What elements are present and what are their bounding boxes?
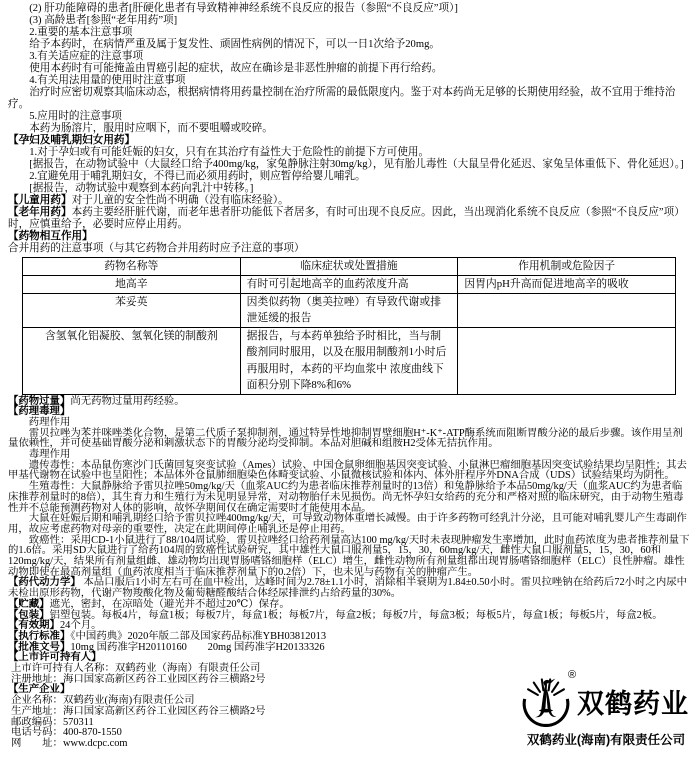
section-label: 【上市许可持有人】 (8, 652, 102, 664)
section-paragraph (8, 407, 690, 418)
logo-row (520, 669, 692, 727)
section-label: 【儿童用药】 (8, 195, 72, 206)
table-cell: 因胃内pH升高而促进地高辛的吸收 (458, 276, 676, 294)
paragraph: (3) 高龄患者[参照“老年用药”项] (29, 15, 178, 26)
section-label: 【执行标准】 (8, 630, 71, 642)
section-label: 【孕妇及哺乳期妇女用药】 (8, 135, 136, 146)
section-paragraph: 【贮藏】遮光，密封，在凉暗处（避光并不超过20℃）保存。 (8, 598, 290, 610)
paragraph: 大鼠在妊娠后期和哺乳期经口给予雷贝拉唑400mg/kg/天，可导致动物体重增长减慢。由于许多药物可经乳汁分泌，且可能对哺乳婴儿产生毒副作用，故应考虑药物对母亲的重要性，决定在此期间停止哺乳还是停止用药。 (8, 513, 687, 535)
paragraph: 雷贝拉唑为苯并咪唑类化合物，是第二代质子泵抑制剂，通过特异性地抑制胃壁细胞H⁺-K⁺-ATP酶系统而阻断胃酸分泌的最后步骤。该作用呈剂量依赖性，并可使基础胃酸分泌和刺激状态下的胃酸分泌均受抑制。本品对胆碱和组胺H2受体无拮抗作用。 (8, 427, 683, 450)
company-logo (520, 669, 692, 748)
section-label: 【药物过量】 (8, 395, 71, 407)
paragraph: 2.重要的基本注意事项 (29, 27, 133, 38)
paragraph: 药理作用 (28, 416, 71, 428)
section-paragraph: 【包装】铝塑包装。每板4片，每盒1板；每板7片，每盒1板；每板7片，每盒2板；每板7片，每盒3板；每板5片，每盒1板；每板5片，每盒2板。 (8, 609, 663, 621)
section-label: 【药理毒理】 (8, 406, 71, 418)
paragraph: 毒理作用 (28, 449, 71, 461)
section-label: 【贮藏】 (8, 598, 50, 610)
section-paragraph: 【儿童用药】对于儿童的安全性尚不明确（没有临床经验）。 (8, 195, 289, 206)
section-label: 【药代动力学】 (8, 577, 81, 589)
paragraph: 2.宜避免用于哺乳期妇女，不得已而必须用药时，则应暂停给婴儿哺乳。 (29, 171, 366, 182)
table-header-cell: 作用机制或危险因子 (458, 258, 676, 276)
table-cell (458, 327, 676, 394)
table-cell: 因类似药物（奥美拉唑）有导致代谢或排泄延缓的报告 (240, 293, 458, 327)
paragraph: 给予本药时，在病情严重及属于复发性、顽固性病例的情况下，可以一日1次给予20mg。 (29, 39, 440, 50)
section-paragraph (8, 135, 690, 147)
table-header-row (23, 258, 676, 276)
paragraph: 生产地址：海口国家高新区药谷工业园区药谷三横路2号 (11, 705, 266, 717)
section-paragraph: 【批准文号】10mg 国药准字H20110160 20mg 国药准字H20133326 (8, 641, 325, 653)
table-row (23, 327, 676, 394)
section-paragraph: 【执行标准】《中国药典》2020年版二部及国家药品标准YBH03812013 (8, 630, 327, 642)
double-crane-emblem-icon (520, 675, 572, 727)
paragraph: 注册地址：海口国家高新区药谷工业园区药谷三横路2号 (11, 673, 266, 685)
table-row (23, 293, 676, 327)
section-label: 【老年用药】 (8, 207, 72, 218)
section-label: 【有效期】 (8, 620, 60, 632)
section-label: 【药物相互作用】 (8, 231, 93, 242)
paragraph: 电话号码：400-870-1550 (11, 727, 122, 739)
paragraph: 企业名称：双鹤药业(海南)有限责任公司 (11, 695, 195, 707)
section-paragraph: 【有效期】24个月。 (8, 620, 102, 632)
table-cell: 有时可引起地高辛的血药浓度升高 (240, 276, 458, 294)
section-label: 【生产企业】 (8, 684, 71, 696)
section-label: 【批准文号】 (8, 641, 71, 653)
table-header-cell: 药物名称等 (23, 258, 241, 276)
paragraph: 本药为肠溶片，服用时应咽下，而不要咀嚼或咬碎。 (29, 123, 273, 134)
paragraph: 邮政编码：570311 (11, 716, 94, 728)
logo-brand-text: 双鹤药业 (577, 688, 689, 719)
paragraph: [据报告，动物试验中观察到本药向乳汁中转移。] (29, 183, 254, 194)
paragraph: 4.有关用法用量的使用时注意事项 (29, 75, 186, 86)
table-header-cell: 临床症状或处置措施 (240, 258, 458, 276)
section-paragraph: 【药物过量】尚无药物过量用药经验。 (8, 395, 185, 407)
table-cell (458, 293, 676, 327)
paragraph: 合并用药的注意事项（与其它药物合并用药时应予注意的事项） (8, 243, 305, 254)
paragraph: 网 址：www.dcpc.com (11, 738, 128, 749)
paragraph: 使用本药时有可能掩盖由胃癌引起的症状，故应在确诊是非恶性肿瘤的前提下再行给药。 (29, 63, 443, 74)
paragraph: [据报告，在动物试验中（大鼠经口给予400mg/kg，家兔静脉注射30mg/kg），见有胎儿毒性（大鼠呈骨化延迟、家兔呈体重低下、骨化延迟）。] (29, 159, 684, 170)
drug-interaction-table (22, 257, 676, 395)
table-cell: 苯妥英 (23, 293, 241, 327)
logo-company-name: 双鹤药业(海南)有限责任公司 (526, 733, 686, 747)
table-cell: 地高辛 (23, 276, 241, 294)
paragraph: 生殖毒性：大鼠静脉给予雷贝拉唑50mg/kg/天（血浆AUC约为患者临床推荐剂量时的13倍）和兔静脉给予本品50mg/kg/天（血浆AUC约为患者临床推荐剂量时的8倍），其生育力和生殖行为未见明显异常，对动物胎仔未见损伤。尚无怀孕妇女给药的充分和严格对照的临床研究，由于动物生殖毒性并不总能预测药物对人体的影响，故怀孕期间仅在确定需要时才能使用本品。 (8, 481, 684, 514)
paragraph: 上市许可持有人名称：双鹤药业（海南）有限责任公司 (11, 663, 261, 675)
section-label: 【包装】 (8, 609, 50, 621)
paragraph: 5.应用时的注意事项 (29, 111, 122, 122)
paragraph: 治疗时应密切观察其临床动态，根据病情将用药量控制在治疗所需的最低限度内。鉴于对本药尚无足够的长期使用经验，故不宜用于维持治疗。 (8, 87, 676, 110)
table-row (23, 276, 676, 294)
section-paragraph: 【药代动力学】 本品口服后1小时左右可在血中检出，达峰时间为2.78±1.1小时，消除相半衰期为1.84±0.50小时。雷贝拉唑钠在给药后72小时之内尿中未检出原形药物，代谢产物羧酸化物及葡萄糖醛酸结合体经尿排泄约占给药量的30%。 (8, 577, 687, 600)
registered-trademark-icon: ® (568, 669, 577, 681)
paragraph: 1.对于孕妇或有可能妊娠的妇女，只有在其治疗有益性大于危险性的前提下方可使用。 (29, 147, 430, 158)
paragraph: 3.有关适应症的注意事项 (29, 51, 144, 62)
section-paragraph: 【老年用药】本药主要经肝脏代谢，而老年患者肝功能低下者居多，有时可出现不良反应。因此，当出现消化系统不良反应（参照“不良反应”项）时，应慎重给予，必要时应停止用药。 (8, 207, 685, 230)
table-cell: 据报告，与本药单独给予时相比，当与制酸剂同时服用，以及在服用制酸剂1小时后再服用时，本药的平均血浆中 浓度曲线下面积分别下降8%和6% (240, 327, 458, 394)
section-paragraph (8, 231, 690, 243)
table-cell: 含氢氧化铝凝胶、氢氧化镁的制酸剂 (23, 327, 241, 394)
paragraph: 致癌性：采用CD-1小鼠进行了88/104周试验，雷贝拉唑经口给药剂量高达100 mg/kg/天时未表现肿瘤发生率增加，此时血药浓度为患者推荐剂量下的1.6倍。采用SD大鼠进行了给药104周的致癌性试验研究，其中雄性大鼠口服剂量5，15，30，60mg/kg/天，雌性大鼠口服剂量5，15，30，60和120mg/kg/天，结果所有剂量组雌、雄动物均出现胃肠嗜铬细胞样（ELC）增生，雌性动物所有剂量组都出现胃肠嗜铬细胞样（ELC）良性肿瘤。雄性动物即使在最高剂量组（血药浓度相当于临床推荐剂量下的0.2倍）下，也未见与药物有关的肿瘤产生。 (8, 534, 690, 578)
paragraph: (2) 肝功能障碍的患者[肝硬化患者有导致精神神经系统不良反应的报告（参照“不良反应”项）] (29, 3, 458, 14)
insert-body-top (8, 3, 690, 255)
paragraph: 遗传毒性：本品鼠伤寒沙门氏菌回复突变试验（Ames）试验、中国仓鼠卵细胞基因突变试验、小鼠淋巴瘤细胞基因突变试验结果均呈阳性；其去甲基代谢物在试验中也呈阳性；本品体外仓鼠肺细胞染色体畸变试验、小鼠微核试验和体内、体外肝程序外DNA合成（UDS）试验结果均为阴性。 (8, 459, 687, 482)
